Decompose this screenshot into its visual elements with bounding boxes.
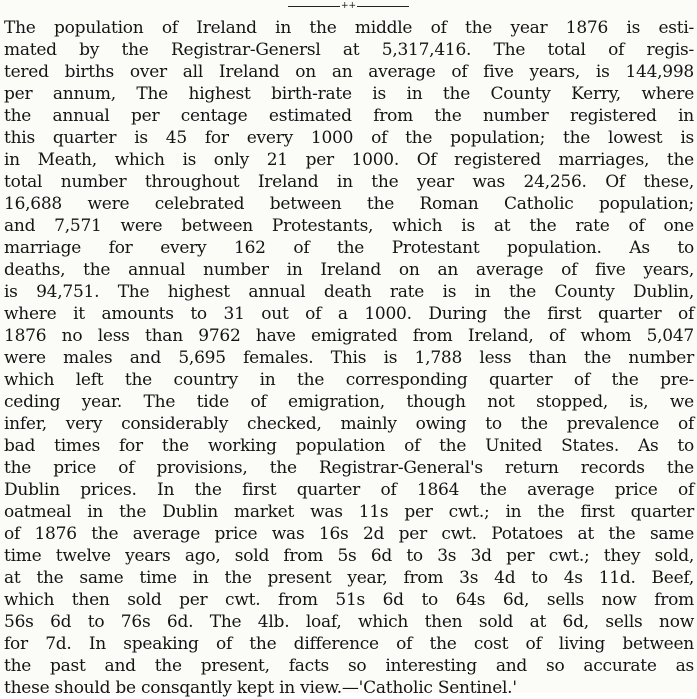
article-line: ceding year. The tide of emigration, though not stopped, is, we <box>4 392 694 412</box>
ornamental-divider <box>0 0 697 12</box>
article-line: Dublin prices. In the first quarter of 1864 the average price of <box>4 480 694 500</box>
article-line: and 7,571 were between Protestants, which is at the rate of one <box>4 216 694 236</box>
article-paragraph <box>4 17 694 699</box>
article-line: per annum, The highest birth-rate is in the County Kerry, where <box>4 84 694 104</box>
article-line: where it amounts to 31 out of a 1000. During the first quarter of <box>4 304 694 324</box>
article-line: marriage for every 162 of the Protestant population. As to <box>4 238 694 258</box>
article-line: the past and the present, facts so interesting and so accurate as <box>4 656 694 676</box>
article-line: this quarter is 45 for every 1000 of the population; the lowest is <box>4 128 694 148</box>
article-line: of 1876 the average price was 16s 2d per cwt. Potatoes at the same <box>4 524 694 544</box>
article-line: for 7d. In speaking of the difference of the cost of living between <box>4 634 694 654</box>
article-line: in Meath, which is only 21 per 1000. Of registered marriages, the <box>4 150 694 170</box>
article-line: the price of provisions, the Registrar-General's return records the <box>4 458 694 478</box>
article-line: time twelve years ago, sold from 5s 6d to 3s 3d per cwt.; they sold, <box>4 546 694 566</box>
divider-rule-left <box>288 6 340 7</box>
article-line: infer, very considerably checked, mainly owing to the prevalence of <box>4 414 694 434</box>
article-line: oatmeal in the Dublin market was 11s per cwt.; in the first quarter <box>4 502 694 522</box>
article-line: is 94,751. The highest annual death rate is in the County Dublin, <box>4 282 694 302</box>
article-line: these should be consqantly kept in view.—'Catholic Sentinel.' <box>4 678 517 698</box>
article-line: were males and 5,695 females. This is 1,788 less than the number <box>4 348 694 368</box>
article-line: the annual per centage estimated from the number registered in <box>4 106 694 126</box>
article-line: 16,688 were celebrated between the Roman Catholic population; <box>4 194 694 214</box>
article-line: The population of Ireland in the middle of the year 1876 is esti- <box>4 18 694 38</box>
article-line: which then sold per cwt. from 51s 6d to 64s 6d, sells now from <box>4 590 694 610</box>
article-line: which left the country in the corresponding quarter of the pre- <box>4 370 694 390</box>
divider-rule-right <box>357 6 409 7</box>
article-line: deaths, the annual number in Ireland on an average of five years, <box>4 260 694 280</box>
article-line: 1876 no less than 9762 have emigrated from Ireland, of whom 5,047 <box>4 326 694 346</box>
divider-ornament: ++ <box>340 0 357 11</box>
article-line: bad times for the working population of the United States. As to <box>4 436 694 456</box>
article-line: mated by the Registrar-Genersl at 5,317,416. The total of regis- <box>4 40 694 60</box>
article-line: at the same time in the present year, from 3s 4d to 4s 11d. Beef, <box>4 568 694 588</box>
article-line: tered births over all Ireland on an average of five years, is 144,998 <box>4 62 694 82</box>
article-line: 56s 6d to 76s 6d. The 4lb. loaf, which then sold at 6d, sells now <box>4 612 694 632</box>
article-line: total number throughout Ireland in the year was 24,256. Of these, <box>4 172 694 192</box>
